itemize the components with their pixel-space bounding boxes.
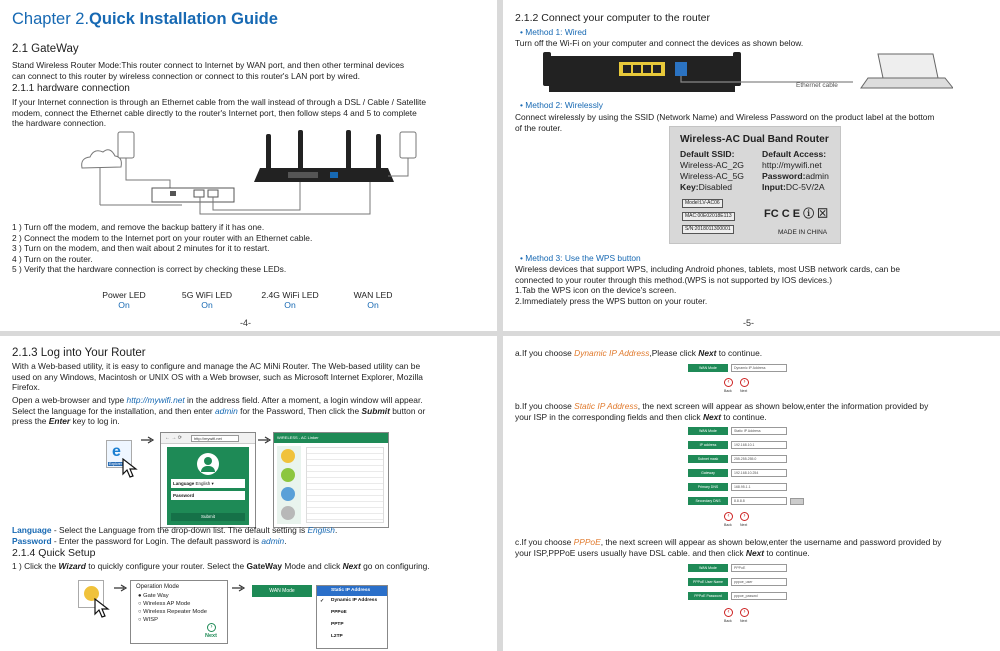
login-window: [160, 432, 256, 528]
next-button[interactable]: Next: [205, 633, 217, 639]
label-mac: MAC:00E02018E113: [682, 212, 735, 221]
gateway-field[interactable]: 192.168.10.254: [731, 469, 787, 477]
dropdown-option-pppoe[interactable]: PPPoE: [331, 610, 347, 615]
back-label: Back: [724, 619, 732, 623]
back-icon[interactable]: ‹: [724, 378, 733, 387]
next-icon[interactable]: ›: [740, 378, 749, 387]
subnet-mask-label: Subnet mask: [688, 455, 728, 463]
next-arrow-icon[interactable]: ›: [207, 623, 216, 632]
check-icon: ✓: [320, 598, 325, 604]
steps-list: 1 ) Turn off the modem, and remove the backup battery if it has one. 2 ) Connect the modem to the Internet port on your router with an Ethernet cable. 3 ) Turn on the modem, and then wait about 2 minutes for it to restart. 4 ) Turn on the router. 5 ) Verify that the hardware connection is correct by checking these LEDs.: [12, 222, 313, 275]
system-icon[interactable]: [281, 506, 295, 520]
operation-mode-options[interactable]: ● Gate Way ○ Wireless AP Mode ○ Wireless Repeater Mode ○ WISP: [138, 593, 207, 623]
ip-address-label: IP address: [688, 441, 728, 449]
operation-mode-panel: [130, 580, 228, 644]
arrow-icon: [114, 584, 128, 592]
wan-mode-label: WAN Mode: [688, 427, 728, 435]
pppoe-note: c.If you choose PPPoE, the next screen will appear as shown below,enter the username and password provided by your ISP,PPPoE users usually have DSL cable. and then click Next to continue.: [515, 537, 942, 558]
cursor-icon: [122, 458, 138, 478]
chapter-title: Chapter 2.Quick Installation Guide: [12, 10, 278, 28]
address-bar[interactable]: http://mywifi.net: [191, 435, 239, 442]
wired-connection-diagram: [533, 48, 953, 94]
password-note: Password - Enter the password for Login. The default password is admin.: [12, 536, 287, 546]
subsection-title: 2.1.1 hardware connection: [12, 83, 130, 94]
wan-mode-select[interactable]: Static IP Address: [731, 427, 787, 435]
secondary-dns-field[interactable]: 8.8.8.8: [731, 497, 787, 505]
pppoe-username-label: PPPoE User Name: [688, 578, 728, 586]
led-wan-label: WAN LED: [353, 290, 393, 300]
operation-mode-title: Operation Mode: [136, 584, 180, 590]
wan-mode-dropdown[interactable]: [316, 585, 388, 649]
page-4: [0, 0, 497, 331]
ip-address-field[interactable]: 192.168.10.1: [731, 441, 787, 449]
hardware-text: If your Internet connection is through an Ethernet cable from the wall instead of through a DSL / Cable / Satellite modem, connect the Ethernet cable directly to the router's Internet port, then follow steps 4 and 5 to complete the hardware connection.: [12, 97, 427, 129]
wan-mode-select[interactable]: Dynamic IP Address: [731, 364, 787, 372]
static-ip-note: b.If you choose Static IP Address, the next screen will appear as shown below,enter the information provided by your ISP in the corresponding fields and then click Next to continue.: [515, 401, 929, 422]
login-intro: With a Web-based utility, it is easy to configure and manage the AC MiNi Router. The Web-based utility can be used on any Windows, Macintosh or UNIX OS with a Web browser, such as Microsoft Internet Explorer, Mozilla Firefox.: [12, 361, 423, 393]
arrow-icon: [232, 584, 246, 592]
method-1-heading: • Method 1: Wired: [520, 27, 587, 37]
secondary-dns-toggle[interactable]: [790, 498, 804, 505]
led-power-label: Power LED: [102, 290, 146, 300]
submit-button[interactable]: Submit: [171, 513, 245, 521]
pppoe-password-label: PPPoE Password: [688, 592, 728, 600]
ie-icon[interactable]: e Explorer: [106, 440, 132, 468]
label-sn: S/N:2018011300001: [682, 225, 734, 234]
next-label: Next: [740, 619, 748, 623]
browser-nav-icons[interactable]: ← → ⟳: [165, 435, 182, 441]
back-icon[interactable]: ‹: [724, 608, 733, 617]
label-made-in: MADE IN CHINA: [778, 229, 828, 236]
status-title: WIRELESS - AC Linker: [274, 433, 388, 443]
pppoe-username-field[interactable]: pppoe_user: [731, 578, 787, 586]
certification-marks: FC C E ⓘ ⊠: [764, 208, 829, 220]
wan-mode-label: WAN Mode: [688, 364, 728, 372]
arrow-icon: [258, 436, 272, 444]
page-5: [503, 0, 1000, 331]
back-label: Back: [724, 523, 732, 527]
secondary-dns-label: Secondary DNS: [688, 497, 728, 505]
next-label: Next: [740, 523, 748, 527]
primary-dns-field[interactable]: 168.95.1.1: [731, 483, 787, 491]
method-2-heading: • Method 2: Wirelessly: [520, 100, 603, 110]
page-7: [503, 336, 1000, 651]
language-select[interactable]: Language English ▾: [171, 479, 245, 488]
settings-icon[interactable]: [281, 487, 295, 501]
page-number: -4-: [240, 318, 251, 328]
method-3-text: Wireless devices that support WPS, including Android phones, tablets, most USB network cards, can be connected to your router through this method.(WPS is not supported by IOS devices.) 1.Tab the WPS icon on the device's screen. 2.Immediately press the WPS button on your router.: [515, 264, 900, 306]
intro-text: Stand Wireless Router Mode:This router connect to Internet by WAN port, and then other terminal devices can connect to this router by wireless connection or connect to this router's LAN port by wired.: [12, 60, 405, 81]
login-steps: Open a web-browser and type http://mywifi.net in the address field. After a moment, a login window will appear. Select the language for the installation, and then enter admin for the Password, Then click the Submit button or press the Enter key to log in.: [12, 395, 426, 427]
cursor-icon: [94, 598, 110, 618]
dropdown-option-dynamic[interactable]: Dynamic IP Address: [331, 598, 378, 603]
method-2-text: Connect wirelessly by using the SSID (Network Name) and Wireless Password on the product label at the bottom of the router.: [515, 112, 935, 133]
wan-mode-select[interactable]: PPPoE: [731, 564, 787, 572]
label-title: Wireless-AC Dual Band Router: [680, 134, 829, 145]
label-model: Model:LV-AC06: [682, 199, 723, 208]
quick-setup-text: 1 ) Click the Wizard to quickly configure your router. Select the GateWay Mode and click Next go on configuring.: [12, 561, 430, 571]
dropdown-option-static[interactable]: Static IP Address: [317, 586, 387, 596]
next-label: Next: [740, 389, 748, 393]
next-icon[interactable]: ›: [740, 608, 749, 617]
page-number: -5-: [743, 318, 754, 328]
wizard-icon[interactable]: [281, 449, 295, 463]
dynamic-ip-note: a.If you choose Dynamic IP Address,Please click Next to continue.: [515, 348, 763, 358]
gateway-label: Gateway: [688, 469, 728, 477]
back-label: Back: [724, 389, 732, 393]
led-24g-label: 2.4G WiFi LED: [261, 290, 319, 300]
led-5g-state: On: [201, 300, 213, 310]
language-note: Language - Select the Language from the drop-down list. The default setting is English.: [12, 525, 338, 535]
method-3-heading: • Method 3: Use the WPS button: [520, 253, 641, 263]
method-1-text: Turn off the Wi-Fi on your computer and connect the devices as shown below.: [515, 38, 804, 48]
back-icon[interactable]: ‹: [724, 512, 733, 521]
led-power-state: On: [118, 300, 130, 310]
label-access-block: Default Access: http://mywifi.net Password:admin Input:DC-5V/2A: [762, 149, 829, 192]
page-6: [0, 336, 497, 651]
led-24g-state: On: [284, 300, 296, 310]
wan-mode-label: WAN Mode: [252, 585, 312, 597]
led-5g-label: 5G WiFi LED: [181, 290, 233, 300]
user-avatar-icon: [197, 453, 219, 475]
cable-label: Ethernet cable: [796, 82, 838, 89]
dropdown-option-l2tp[interactable]: L2TP: [331, 634, 343, 639]
hardware-diagram: [70, 130, 430, 225]
next-icon[interactable]: ›: [740, 512, 749, 521]
subsection-title-2: 2.1.4 Quick Setup: [12, 547, 96, 559]
primary-dns-label: Primary DNS: [688, 483, 728, 491]
led-wan-state: On: [367, 300, 379, 310]
subsection-title: 2.1.2 Connect your computer to the router: [515, 12, 710, 24]
wan-mode-label: WAN Mode: [688, 564, 728, 572]
arrow-icon: [141, 436, 155, 444]
password-field[interactable]: Password: [171, 491, 245, 500]
pppoe-password-field[interactable]: pppoe_passwd: [731, 592, 787, 600]
section-title: 2.1 GateWay: [12, 43, 79, 55]
wifi-icon[interactable]: [281, 468, 295, 482]
status-window: [273, 432, 389, 528]
label-ssid-block: Default SSID: Wireless-AC_2G Wireless-AC_5G Key:Disabled: [680, 149, 744, 192]
subsection-title: 2.1.3 Log into Your Router: [12, 347, 146, 359]
dropdown-option-pptp[interactable]: PPTP: [331, 622, 344, 627]
product-label: [669, 126, 841, 244]
subnet-mask-field[interactable]: 255.255.255.0: [731, 455, 787, 463]
